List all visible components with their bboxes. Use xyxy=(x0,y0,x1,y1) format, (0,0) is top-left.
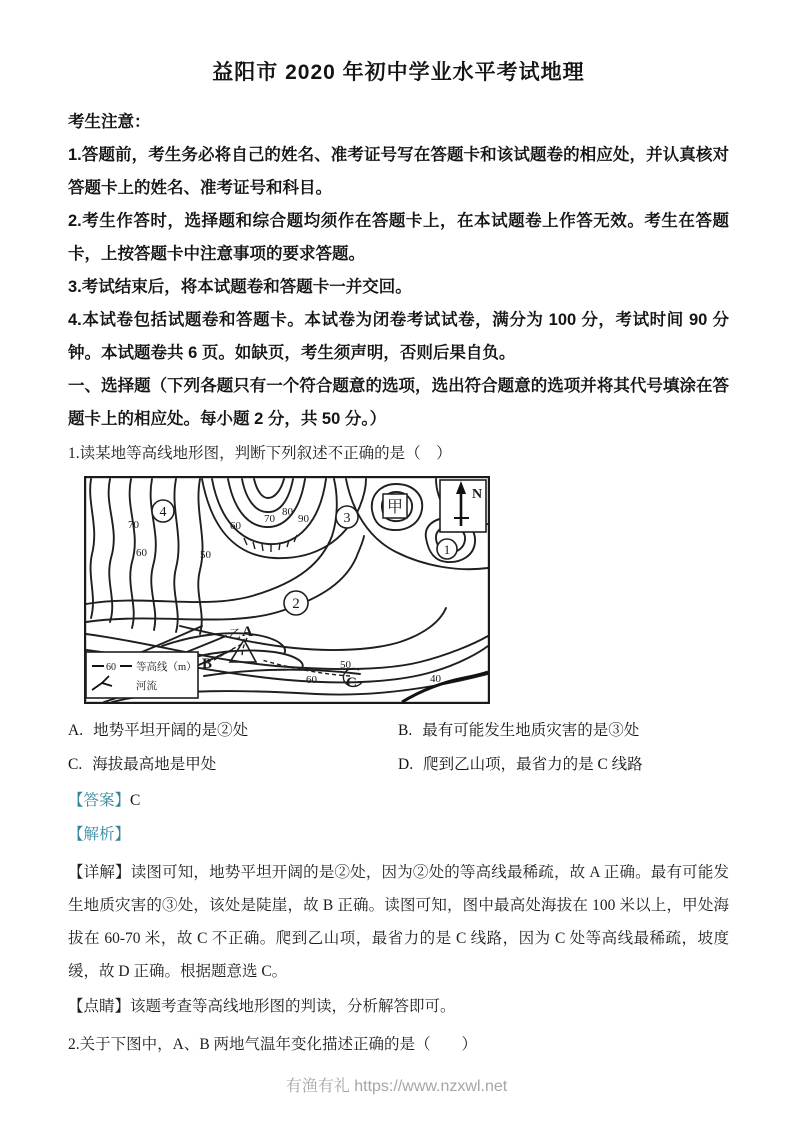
answer-line xyxy=(68,786,729,816)
legend-river-label: 河流 xyxy=(136,681,157,692)
tip-label: 【点睛】 xyxy=(68,998,131,1015)
option-b: B. 最有可能发生地质灾害的是③处 xyxy=(398,722,640,739)
svg-text:90: 90 xyxy=(298,513,309,525)
contour-map-figure xyxy=(84,476,490,704)
svg-text:40: 40 xyxy=(430,673,441,685)
svg-text:60: 60 xyxy=(306,674,317,686)
label-yi: 乙 xyxy=(229,627,242,641)
option-c: C. 海拔最高地是甲处 xyxy=(68,756,217,773)
notice-heading: 考生注意： xyxy=(68,113,151,131)
notice-item-4: 4.本试卷包括试题卷和答题卡。本试卷为闭卷考试试卷，满分为 100 分，考试时间 90 分钟。本试题卷共 6 页。如缺页，考生须声明，否则后果自负。 xyxy=(68,311,729,362)
detail-text: 读图可知，地势平坦开阔的是②处，因为②处的等高线最稀疏，故 A 正确。最有可能发生地质灾害的③处，该处是陡崖，故 B 正确。读图可知，图中最高处海拔在 100 米以上，甲处海拔在 60-70 米，故 C 不正确。爬到乙山项，最省力的是 C 线路，因为 C 处等高线最稀疏，坡度缓，故 D 正确。根据题意选 C。 xyxy=(68,864,729,980)
map-legend xyxy=(86,652,198,698)
analysis-line xyxy=(68,820,729,850)
svg-text:50: 50 xyxy=(340,659,351,671)
marker-2: 2 xyxy=(292,596,300,612)
north-arrow xyxy=(440,480,486,532)
tip-paragraph xyxy=(68,990,729,1023)
svg-text:60: 60 xyxy=(136,547,147,559)
label-a: A xyxy=(242,624,253,640)
notice-item-2: 2.考生作答时，选择题和综合题均须作在答题卡上，在本试题卷上作答无效。考生在答题卡，上按答题卡中注意事项的要求答题。 xyxy=(68,212,729,263)
tip-text: 该题考查等高线地形图的判读，分析解答即可。 xyxy=(130,998,456,1015)
page-footer: 有渔有礼 https://www.nzxwl.net xyxy=(285,1078,508,1095)
option-d: D. 爬到乙山项，最省力的是 C 线路 xyxy=(398,756,643,773)
north-label: N xyxy=(472,487,483,502)
marker-jia: 甲 xyxy=(386,499,404,516)
marker-4: 4 xyxy=(159,505,167,520)
answer-label: 【答案】 xyxy=(68,792,131,809)
notice-item-1: 1.答题前，考生务必将自己的姓名、准考证号写在答题卡和该试题卷的相应处，并认真核对答题卡上的姓名、准考证号和科目。 xyxy=(68,146,729,197)
notice-item-3: 3.考试结束后，将本试题卷和答题卡一并交回。 xyxy=(68,278,412,296)
question-1-options xyxy=(68,714,729,782)
svg-text:70: 70 xyxy=(128,519,139,531)
page-title: 益阳市 2020 年初中学业水平考试地理 xyxy=(212,61,585,84)
question-1-stem: 1.读某地等高线地形图，判断下列叙述不正确的是（ ） xyxy=(68,445,452,462)
svg-text:50: 50 xyxy=(200,549,211,561)
detail-label: 【详解】 xyxy=(68,864,131,881)
marker-1: 1 xyxy=(443,542,451,557)
legend-contour-label: 等高线（m） xyxy=(136,662,197,673)
label-c: C xyxy=(346,675,357,691)
svg-text:80: 80 xyxy=(282,506,293,518)
option-a: A. 地势平坦开阔的是②处 xyxy=(68,722,249,739)
section-heading: 一、选择题（下列各题只有一个符合题意的选项，选出符合题意的选项并将其代号填涂在答题卡上的相应处。每小题 2 分，共 50 分。） xyxy=(68,377,729,428)
marker-3: 3 xyxy=(343,511,351,526)
question-2-stem: 2.关于下图中，A、B 两地气温年变化描述正确的是（ ） xyxy=(68,1036,478,1053)
label-b: B xyxy=(202,656,213,672)
svg-text:70: 70 xyxy=(264,513,275,525)
legend-contour-value: 60 xyxy=(106,662,116,673)
analysis-label: 【解析】 xyxy=(68,826,131,843)
detail-paragraph xyxy=(68,856,729,988)
svg-text:60: 60 xyxy=(230,520,241,532)
answer-value: C xyxy=(130,792,141,809)
